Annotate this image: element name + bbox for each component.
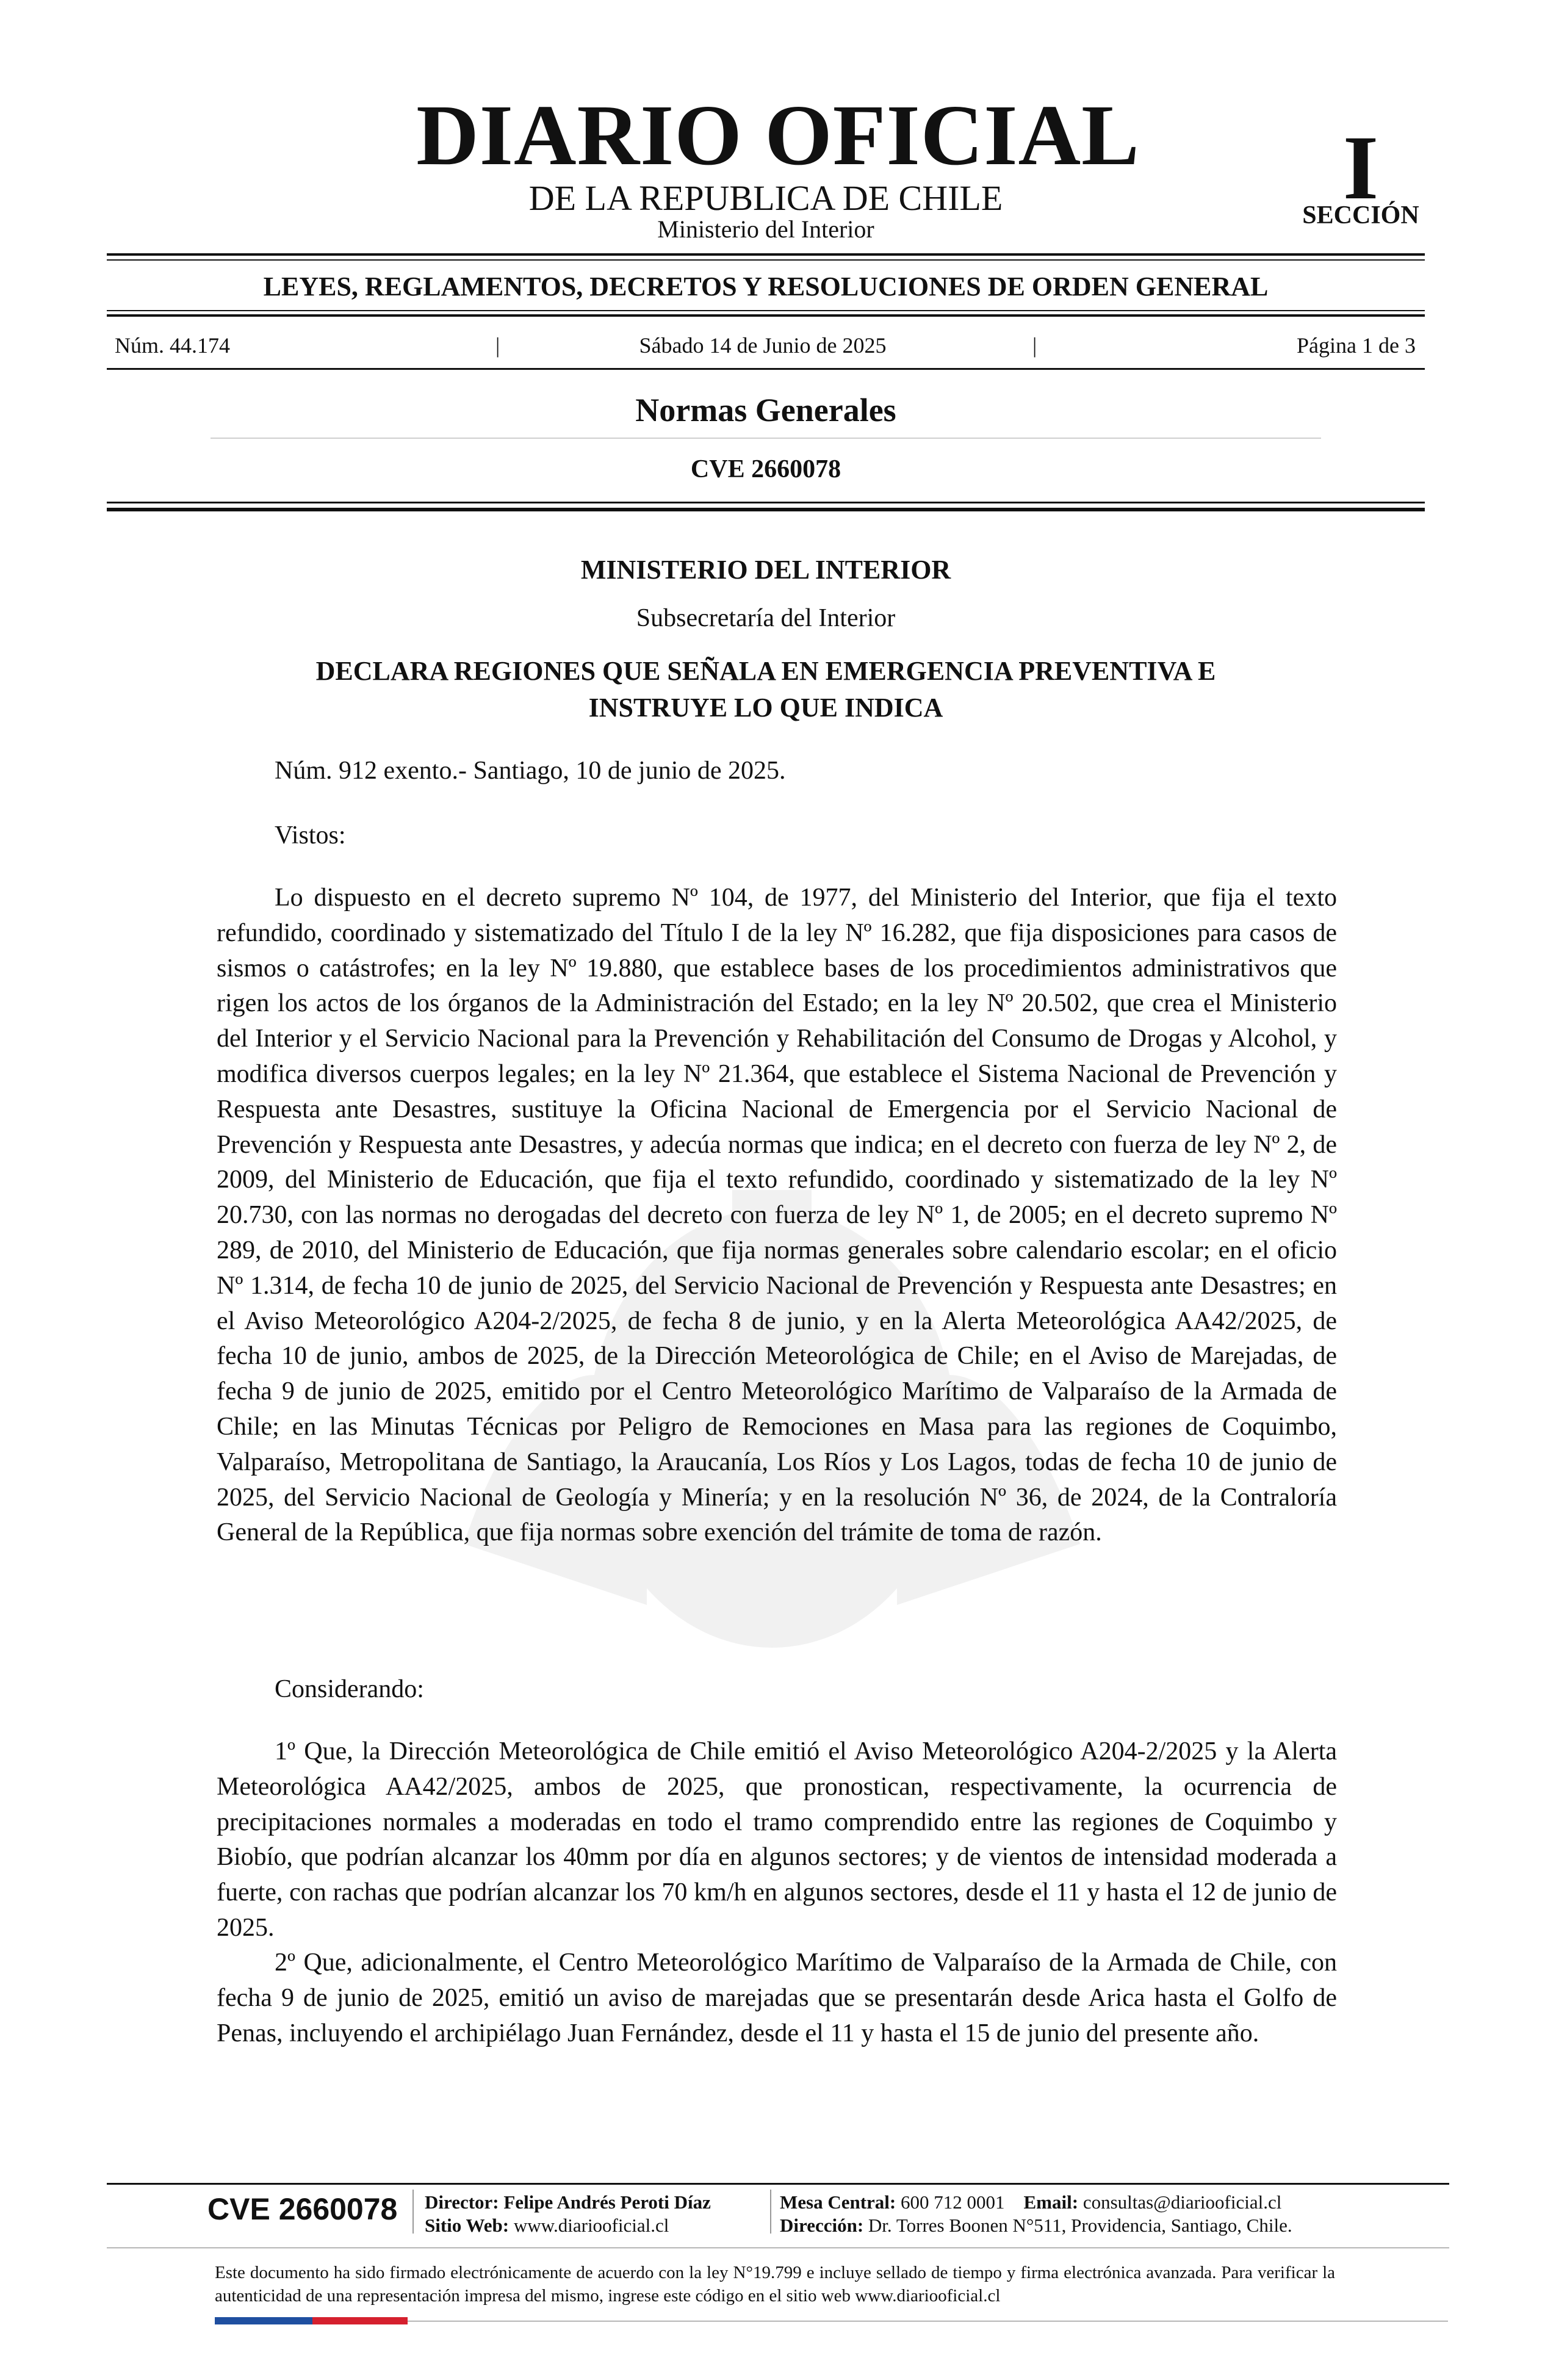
considerando-label: Considerando: xyxy=(275,1675,424,1703)
masthead-rule-top-thin xyxy=(107,259,1425,261)
address-value: Dr. Torres Boonen N°511, Providencia, Santiago, Chile. xyxy=(868,2215,1292,2236)
section-title: Normas Generales xyxy=(635,392,896,428)
considerando-paragraph: 2º Que, adicionalmente, el Centro Meteorológico Marítimo de Valparaíso de la Armada de Chile, con fecha 9 de junio de 2025, emitió un aviso de marejadas que se presentarán desde Arica hasta el Golfo de Penas, incluyendo el archipiélago Juan Fernández, desde el 11 y hasta el 15 de junio del presente año. xyxy=(217,1949,1337,2047)
footer-rule xyxy=(107,2183,1449,2185)
mesa-phone: 600 712 0001 xyxy=(901,2191,1005,2213)
newspaper-ministry: Ministerio del Interior xyxy=(657,215,874,243)
issue-date: Sábado 14 de Junio de 2025 xyxy=(639,333,887,358)
vistos-paragraph: Lo dispuesto en el decreto supremo Nº 104, de 1977, del Ministerio del Interior, que fija el texto refundido, coordinado y sistematizado del Título I de la ley Nº 16.282, que fija disposiciones para casos de sismos o catástrofes; en la ley Nº 19.880, que establece bases de los procedimientos administrativos que rigen los actos de los órganos de la Administración del Estado; en la ley Nº 20.502, que crea el Ministerio del Interior y el Servicio Nacional para la Prevención y Rehabilitación del Consumo de Drogas y Alcohol, y modifica diversos cuerpos legales; en la ley Nº 21.364, que establece el Sistema Nacional de Prevención y Respuesta ante Desastres, sustituye la Oficina Nacional de Emergencia por el Servicio Nacional de Prevención y Respuesta ante Desastres, y adecúa normas que indica; en el decreto con fuerza de ley Nº 2, de 2009, del Ministerio de Educación, que fija el texto refundido, coordinado y sistematizado de la ley Nº 20.730, con las normas no derogadas del decreto con fuerza de ley Nº 1, de 2005; en el decreto supremo Nº 289, de 2010, del Ministerio de Educación, que fija normas generales sobre calendario escolar; en el oficio Nº 1.314, de fecha 10 de junio de 2025, del Servicio Nacional de Prevención y Respuesta ante Desastres; en el Aviso Meteorológico A204-2/2025, de fecha 8 de junio, y en la Alerta Meteorológica AA42/2025, de fecha 10 de junio, ambos de 2025, de la Dirección Meteorológica de Chile; en el Aviso de Marejadas, de fecha 9 de junio de 2025, emitido por el Centro Meteorológico Marítimo de Valparaíso de la Armada de Chile; en las Minutas Técnicas por Peligro de Remociones en Masa para las regiones de Coquimbo, Valparaíso, Metropolitana de Santiago, la Araucanía, Los Ríos y Los Lagos, todas de fecha 10 de junio de 2025, del Servicio Nacional de Geología y Minería; y en la resolución Nº 36, de 2024, de la Contraloría General de la República, que fija normas sobre exención del trámite de toma de razón. xyxy=(217,884,1337,1547)
mesa-label: Mesa Central: xyxy=(780,2191,896,2213)
footer-contact xyxy=(780,2191,1427,2237)
email-label: Email: xyxy=(1023,2191,1079,2213)
footer-cve-code: CVE 2660078 xyxy=(207,2192,398,2226)
meta-rule xyxy=(107,368,1425,370)
footer-divider xyxy=(770,2190,771,2234)
header-rule-bottom-thick xyxy=(107,508,1425,511)
director-label: Director: xyxy=(425,2191,499,2213)
section-banner: LEYES, REGLAMENTOS, DECRETOS Y RESOLUCIONES DE ORDEN GENERAL xyxy=(263,272,1269,301)
cve-code: CVE 2660078 xyxy=(690,455,841,483)
section-number: I xyxy=(1342,117,1379,218)
masthead-rule-top xyxy=(107,253,1425,256)
decree-title-line: DECLARA REGIONES QUE SEÑALA EN EMERGENCIA PREVENTIVA E xyxy=(315,656,1216,686)
flag-stripe-red xyxy=(312,2317,408,2324)
banner-rule-bottom-thick xyxy=(107,314,1425,317)
issue-number: Núm. 44.174 xyxy=(115,333,230,358)
decree-title-line: INSTRUYE LO QUE INDICA xyxy=(588,693,943,723)
newspaper-subtitle: DE LA REPUBLICA DE CHILE xyxy=(528,178,1003,218)
section-label: SECCIÓN xyxy=(1302,201,1419,229)
web-label: Sitio Web: xyxy=(425,2215,510,2236)
decree-number: Núm. 912 exento.- Santiago, 10 de junio de 2025. xyxy=(275,757,786,785)
website-link[interactable]: www.diariooficial.cl xyxy=(513,2215,669,2236)
page-indicator: Página 1 de 3 xyxy=(1297,333,1416,358)
email-link[interactable]: consultas@diariooficial.cl xyxy=(1082,2191,1282,2213)
decree-subsecretaria: Subsecretaría del Interior xyxy=(636,604,896,632)
legal-notice: Este documento ha sido firmado electrónicamente de acuerdo con la ley N°19.799 e incluye sellado de tiempo y firma electrónica avanzada. Para verificar la autenticidad de una representación impresa del mismo, ingrese este código en el sitio web www.diariooficial.cl xyxy=(215,2263,1335,2306)
decree-title xyxy=(183,653,1349,726)
flag-stripe-blue xyxy=(215,2317,312,2324)
vistos-label: Vistos: xyxy=(275,821,346,849)
section-title-rule xyxy=(211,438,1321,439)
newspaper-title: DIARIO OFICIAL xyxy=(416,87,1140,183)
meta-separator: | xyxy=(495,333,500,358)
footer-director xyxy=(425,2191,785,2237)
considerando-paragraph: 1º Que, la Dirección Meteorológica de Chile emitió el Aviso Meteorológico A204-2/2025 y la Alerta Meteorológica AA42/2025, ambos de 2025, que pronostican, respectivamente, la ocurrencia de precipitaciones normales a moderadas en todo el tramo comprendido entre las regiones de Coquimbo y Biobío, que podrían alcanzar los 40mm por día en algunos sectores; y de vientos de intensidad moderada a fuerte, con rachas que podrían alcanzar los 70 km/h en algunos sectores, desde el 11 y hasta el 12 de junio de 2025. xyxy=(217,1737,1337,1942)
footer-divider xyxy=(412,2190,414,2234)
director-name: Felipe Andrés Peroti Díaz xyxy=(503,2191,711,2213)
address-label: Dirección: xyxy=(780,2215,864,2236)
decree-ministry: MINISTERIO DEL INTERIOR xyxy=(580,555,951,585)
banner-rule-bottom xyxy=(107,310,1425,311)
meta-separator: | xyxy=(1032,333,1037,358)
header-rule-bottom-thin xyxy=(107,502,1425,503)
